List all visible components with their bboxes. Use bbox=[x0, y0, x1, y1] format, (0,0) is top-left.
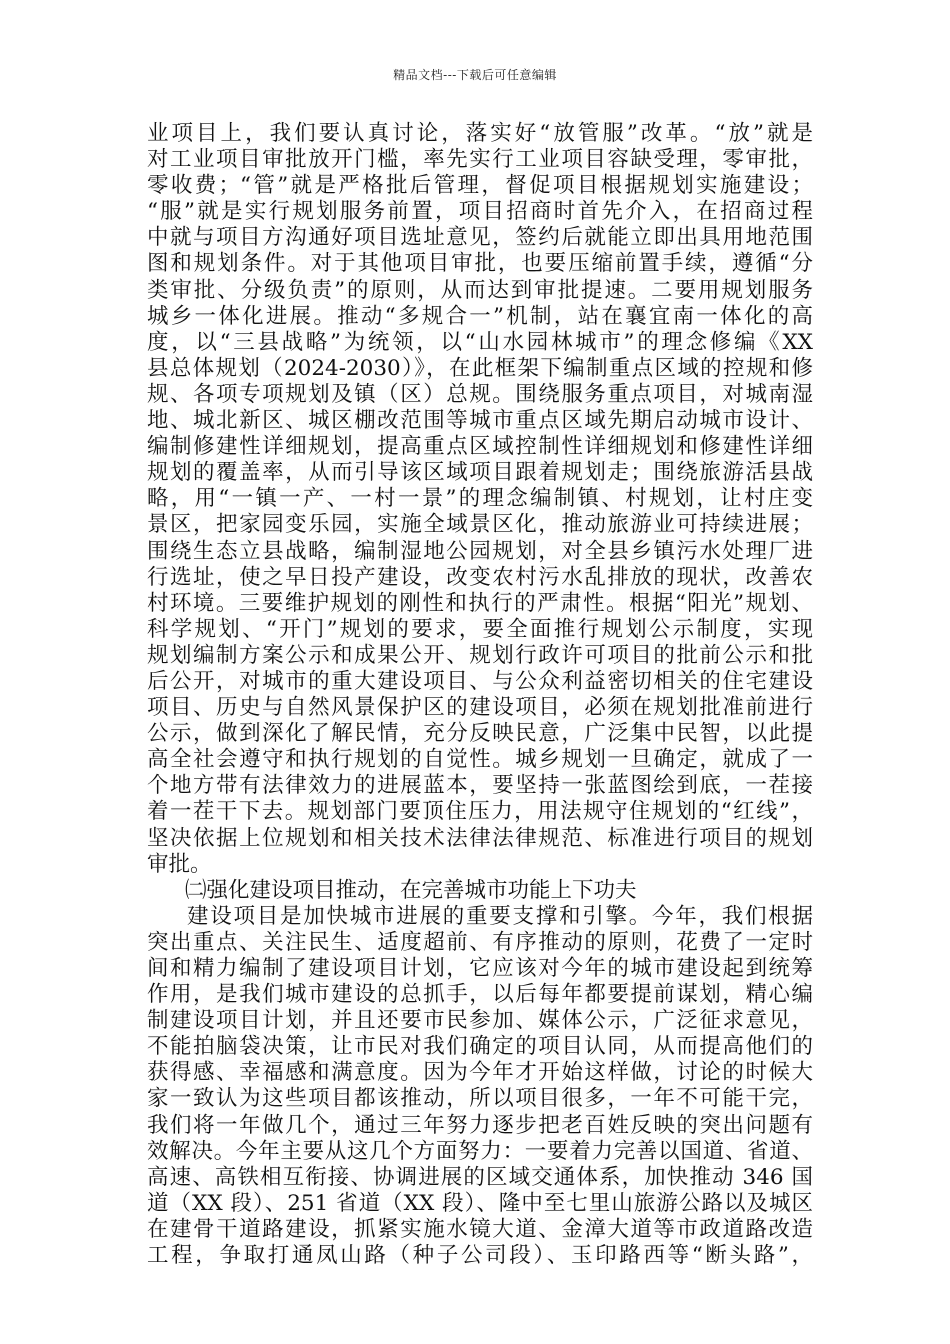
text-line: 编制修建性详细规划，提高重点区域控制性详细规划和修建性详细 bbox=[147, 434, 813, 460]
text-line: 景区，把家园变乐园，实施全域景区化，推动旅游业可持续进展； bbox=[147, 512, 813, 538]
text-line: 规划的覆盖率，从而引导该区域项目跟着规划走；围绕旅游活县战 bbox=[147, 460, 813, 486]
text-line: 建设项目是加快城市进展的重要支撑和引擎。今年，我们根据 bbox=[187, 903, 813, 929]
text-line: 获得感、幸福感和满意度。因为今年才开始这样做，讨论的时候大 bbox=[147, 1060, 813, 1086]
text-line: 规、各项专项规划及镇（区）总规。围绕服务重点项目，对城南湿 bbox=[147, 381, 813, 407]
document-body bbox=[147, 121, 813, 1269]
text-line: 道（XX 段）、251 省道（XX 段）、隆中至七里山旅游公路以及城区 bbox=[147, 1190, 813, 1216]
text-line: 制建设项目计划，并且还要市民参加、媒体公示，广泛征求意见， bbox=[147, 1008, 813, 1034]
text-line: 项目、历史与自然风景保护区的建设项目，必须在规划批准前进行 bbox=[147, 695, 813, 721]
text-line: 在建骨干道路建设，抓紧实施水镜大道、金漳大道等市政道路改造 bbox=[147, 1216, 813, 1242]
text-line: “服”就是实行规划服务前置，项目招商时首先介入，在招商过程 bbox=[147, 199, 813, 225]
text-line: 村环境。三要维护规划的刚性和执行的严肃性。根据“阳光”规划、 bbox=[147, 590, 813, 616]
text-line: 公示，做到深化了解民情，充分反映民意，广泛集中民智，以此提 bbox=[147, 721, 813, 747]
text-line: 围绕生态立县战略，编制湿地公园规划，对全县乡镇污水处理厂进 bbox=[147, 538, 813, 564]
text-line: 高速、高铁相互衔接、协调进展的区域交通体系，加快推动 346 国 bbox=[147, 1164, 813, 1190]
text-line: 对工业项目审批放开门槛，率先实行工业项目容缺受理，零审批， bbox=[147, 147, 813, 173]
text-line: 工程，争取打通凤山路（种子公司段）、玉印路西等“断头路”， bbox=[147, 1243, 813, 1269]
text-line: 着一茬干下去。规划部门要顶住压力，用法规守住规划的“红线”， bbox=[147, 799, 813, 825]
text-line: 略，用“一镇一产、一村一景”的理念编制镇、村规划，让村庄变 bbox=[147, 486, 813, 512]
text-line: 我们将一年做几个，通过三年努力逐步把老百姓反映的突出问题有 bbox=[147, 1112, 813, 1138]
text-line: 规划编制方案公示和成果公开、规划行政许可项目的批前公示和批 bbox=[147, 642, 813, 668]
text-line: 类审批、分级负责”的原则，从而达到审批提速。二要用规划服务 bbox=[147, 277, 813, 303]
text-line: 后公开，对城市的重大建设项目、与公众利益密切相关的住宅建设 bbox=[147, 668, 813, 694]
page-header: 精品文档---下载后可任意编辑 bbox=[393, 68, 557, 82]
text-line: 度，以“三县战略”为统领，以“山水园林城市”的理念修编《XX bbox=[147, 329, 813, 355]
text-line: 坚决依据上位规划和相关技术法律法律规范、标准进行项目的规划 bbox=[147, 825, 813, 851]
text-line: 中就与项目方沟通好项目选址意见，签约后就能立即出具用地范围 bbox=[147, 225, 813, 251]
text-line: 零收费；“管”就是严格批后管理，督促项目根据规划实施建设； bbox=[147, 173, 813, 199]
text-line: 业项目上，我们要认真讨论，落实好“放管服”改革。“放”就是 bbox=[147, 121, 813, 146]
text-line: 突出重点、关注民生、适度超前、有序推动的原则，花费了一定时 bbox=[147, 929, 813, 955]
text-line: 个地方带有法律效力的进展蓝本，要坚持一张蓝图绘到底，一茬接 bbox=[147, 773, 813, 799]
text-line: 图和规划条件。对于其他项目审批，也要压缩前置手续，遵循“分 bbox=[147, 251, 813, 277]
text-line: 作用，是我们城市建设的总抓手，以后每年都要提前谋划，精心编 bbox=[147, 982, 813, 1008]
text-line: 家一致认为这些项目都该推动，所以项目很多，一年不可能干完， bbox=[147, 1086, 813, 1112]
text-line: 城乡一体化进展。推动“多规合一”机制，站在襄宜南一体化的高 bbox=[147, 303, 813, 329]
text-line: 不能拍脑袋决策，让市民对我们确定的项目认同，从而提高他们的 bbox=[147, 1034, 813, 1060]
text-line: 效解决。今年主要从这几个方面努力：一要着力完善以国道、省道、 bbox=[147, 1138, 813, 1164]
text-line: 地、城北新区、城区棚改范围等城市重点区域先期启动城市设计、 bbox=[147, 408, 813, 434]
text-line: 县总体规划（2024-2030）》，在此框架下编制重点区域的控规和修 bbox=[147, 355, 813, 381]
text-line: 行选址，使之早日投产建设，改变农村污水乱排放的现状，改善农 bbox=[147, 564, 813, 590]
text-line: 高全社会遵守和执行规划的自觉性。城乡规划一旦确定，就成了一 bbox=[147, 747, 813, 773]
text-line: 审批。 bbox=[147, 851, 212, 877]
text-line: 间和精力编制了建设项目计划，它应该对今年的城市建设起到统筹 bbox=[147, 956, 813, 981]
text-line: 科学规划、“开门”规划的要求，要全面推行规划公示制度，实现 bbox=[147, 616, 813, 642]
section-heading: ㈡强化建设项目推动，在完善城市功能上下功夫 bbox=[185, 877, 637, 903]
